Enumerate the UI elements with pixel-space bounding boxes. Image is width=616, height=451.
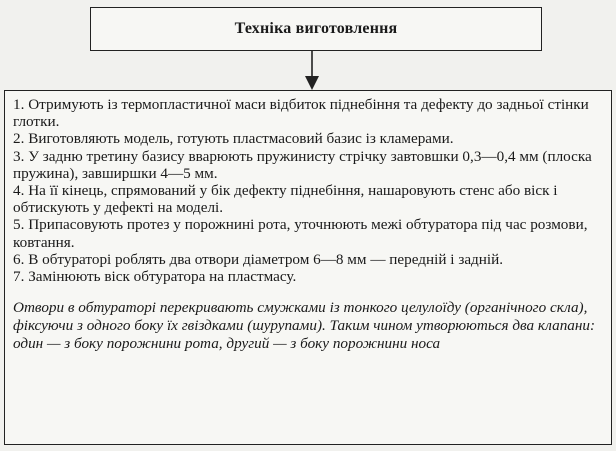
title-box	[90, 7, 542, 51]
step-item: 7. Замінюють віск обтуратора на пластмасу.	[13, 268, 297, 286]
step-item: 6. В обтураторі роблять два отвори діаметром 6—8 мм — передній і задній.	[13, 250, 504, 268]
step-item: 4. На її кінець, спрямований у бік дефекту піднебіння, нашаровують стенс або віск і обтискують у дефекті на моделі.	[13, 182, 558, 217]
step-item: 2. Виготовляють модель, готують пластмасовий базис із кламерами.	[13, 130, 454, 148]
note-paragraph: Отвори в обтураторі перекривають смужками із тонкого целулоїду (органічного скла), фіксуючи з одного боку їх гвіздками (шурупами). Таким чином утворюються два клапани: один — з боку порожнини рота, другий — з боку порожнини носа	[13, 299, 596, 353]
steps-list	[13, 96, 603, 285]
title: Техніка виготовлення	[234, 20, 398, 37]
steps-box	[4, 90, 612, 445]
step-item: 1. Отримують із термопластичної маси відбиток піднебіння та дефекту до задньої стінки глотки.	[13, 96, 589, 131]
step-item: 3. У задню третину базису вварюють пружинисту стрічку завтовшки 0,3—0,4 мм (плоска пружина), завширшки 4—5 мм.	[13, 147, 592, 182]
down-arrow-icon	[300, 50, 324, 92]
step-item: 5. Припасовують протез у порожнині рота, уточнюють межі обтуратора під час розмови, ковтання.	[13, 216, 588, 251]
